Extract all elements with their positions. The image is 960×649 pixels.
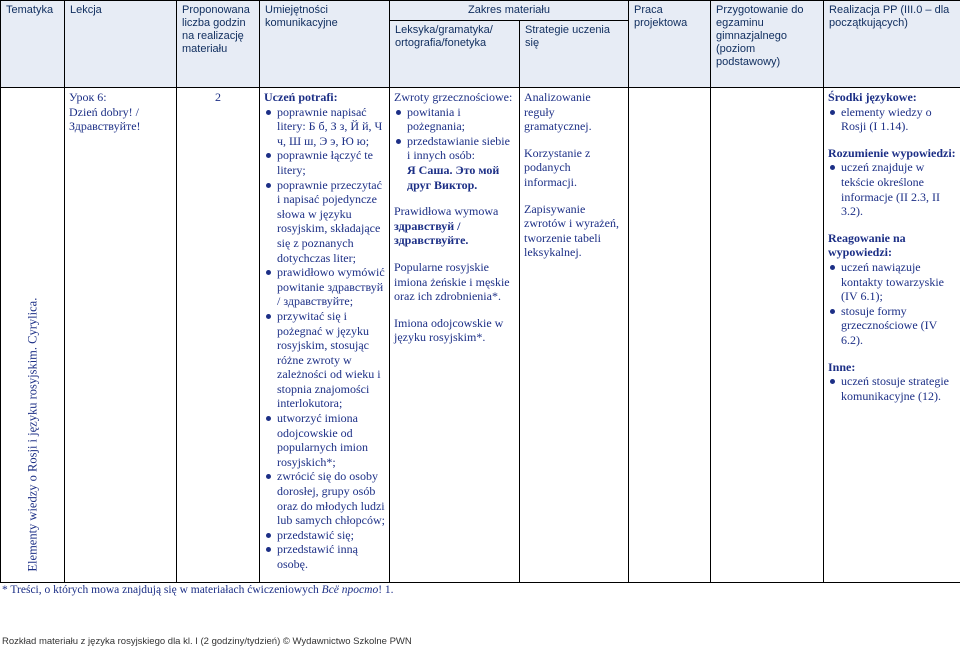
list-item: przedstawić inną osobę.	[264, 542, 385, 571]
cell-praca	[629, 88, 711, 583]
header-godziny-label: Proponowana liczba godzin na realizację materiału	[182, 4, 250, 55]
header-tematyka-label: Tematyka	[6, 4, 54, 16]
list-item: prawidłowo wymówić powitanie здравствуй / здравствуйте;	[264, 265, 385, 309]
leksyka-wymowa: Prawidłowa wymowa	[394, 204, 499, 219]
cell-lekcja	[65, 88, 177, 583]
page-footer: Rozkład materiału z języka rosyjskiego dla kl. I (2 godziny/tydzień) © Wydawnictwo Szkolne PWN	[2, 636, 412, 647]
header-tematyka	[1, 1, 65, 88]
cell-tematyka	[1, 88, 65, 583]
header-przygotowanie-label: Przygotowanie do egzaminu gimnazjalnego (poziom podstawowy)	[716, 4, 804, 68]
header-przygotowanie	[711, 1, 824, 88]
cell-realizacja	[824, 88, 960, 583]
umiejetnosci-title: Uczeń potrafi:	[264, 90, 338, 104]
header-umiejetnosci-label: Umiejętności komunikacyjne	[265, 4, 338, 29]
leksyka-list	[394, 105, 515, 193]
leksyka-item-text: przedstawianie siebie i innych osób:	[407, 133, 510, 163]
lekcja-number: Урок 6:	[69, 90, 107, 104]
list-item: stosuje formy grzecznościowe (IV 6.2).	[828, 304, 956, 348]
leksyka-title: Zwroty grzecznościowe:	[394, 90, 513, 104]
przygotowanie-value	[711, 88, 823, 92]
table-row	[1, 88, 960, 583]
footnote-text: * Treści, o których mowa znajdują się w materiałach ćwiczeniowych	[2, 584, 322, 596]
lekcja-title-pl: Dzień dobry! /	[69, 104, 139, 119]
header-leksyka-label: Leksyka/gramatyka/ ortografia/fonetyka	[395, 24, 493, 49]
header-strategie-label: Strategie uczenia się	[525, 24, 610, 49]
footnote-book-title: Всё просто	[321, 584, 379, 596]
leksyka-example: Я Саша. Это мой друг Виктор.	[407, 162, 500, 192]
list-item: poprawnie przeczytać i napisać pojedyncze słowa w języku rosyjskim, składające się z poznanych dotychczas liter;	[264, 178, 385, 266]
cell-godziny	[177, 88, 260, 583]
list-item: poprawnie napisać litery: Б б, З з, Й й, Ч ч, Ш ш, Э э, Ю ю;	[264, 105, 385, 149]
header-zakres	[390, 1, 629, 21]
list-item	[394, 134, 515, 192]
list-item: uczeń nawiązuje kontakty towarzyskie (IV 6.1);	[828, 260, 956, 304]
list-item: przedstawić się;	[264, 528, 385, 543]
cell-przygotowanie	[711, 88, 824, 583]
strategie-zwroty: Zapisywanie zwrotów i wyrażeń, tworzenie tabeli leksykalnej.	[524, 201, 619, 260]
footnote-suffix: ! 1.	[378, 584, 394, 596]
list-item: elementy wiedzy o Rosji (I 1.14).	[828, 105, 956, 134]
leksyka-imiona-odojcowskie: Imiona odojcowskie w języku rosyjskim*.	[394, 315, 504, 345]
header-row	[1, 1, 960, 21]
cell-leksyka	[390, 88, 520, 583]
leksyka-imiona: Popularne rosyjskie imiona żeńskie i męskie oraz ich zdrobnienia*.	[394, 259, 510, 304]
realizacja-reagowanie-heading: Reagowanie na wypowiedzi:	[828, 230, 906, 260]
list-item: powitania i pożegnania;	[394, 105, 515, 134]
umiejetnosci-list	[264, 105, 385, 572]
header-leksyka	[390, 21, 520, 88]
header-zakres-label: Zakres materiału	[468, 4, 550, 16]
realizacja-inne-heading: Inne:	[828, 359, 856, 374]
tematyka-text: Elementy wiedzy o Rosji i języku rosyjskim. Cyrylica.	[25, 298, 40, 572]
cell-strategie	[520, 88, 629, 583]
praca-value	[629, 88, 710, 92]
realizacja-rozumienie-heading: Rozumienie wypowiedzi:	[828, 145, 956, 160]
header-realizacja-label: Realizacja PP (III.0 – dla początkujących)	[829, 4, 950, 29]
header-praca-label: Praca projektowa	[634, 4, 688, 29]
list-item: uczeń znajduje w tekście określone informacje (II 2.3, II 3.2).	[828, 160, 956, 218]
lekcja-title-ru: Здравствуйте!	[69, 119, 141, 134]
header-godziny	[177, 1, 260, 88]
header-realizacja	[824, 1, 960, 88]
strategie-informacje: Korzystanie z podanych informacji.	[524, 145, 591, 189]
header-lekcja-label: Lekcja	[70, 4, 102, 16]
godziny-value: 2	[215, 90, 221, 104]
list-item: poprawnie łączyć te litery;	[264, 148, 385, 177]
header-strategie	[520, 21, 629, 88]
cell-umiejetnosci	[260, 88, 390, 583]
header-umiejetnosci	[260, 1, 390, 88]
list-item: przywitać się i pożegnać w języku rosyjskim, stosując różne zwroty w zależności od wieku i stopnia znajomości interlokutora;	[264, 309, 385, 411]
footnote	[2, 584, 394, 596]
header-praca	[629, 1, 711, 88]
leksyka-wymowa-example: здравствуй / здравствуйте.	[394, 218, 469, 248]
strategie-reguly: Analizowanie reguły gramatycznej.	[524, 90, 592, 134]
list-item: uczeń stosuje strategie komunikacyjne (12).	[828, 374, 956, 403]
list-item: zwrócić się do osoby dorosłej, grupy osób oraz do młodych ludzi lub samych chłopców;	[264, 469, 385, 527]
header-lekcja	[65, 1, 177, 88]
list-item: utworzyć imiona odojcowskie od popularnych imion rosyjskich*;	[264, 411, 385, 469]
realizacja-srodki-heading: Środki językowe:	[828, 90, 917, 104]
